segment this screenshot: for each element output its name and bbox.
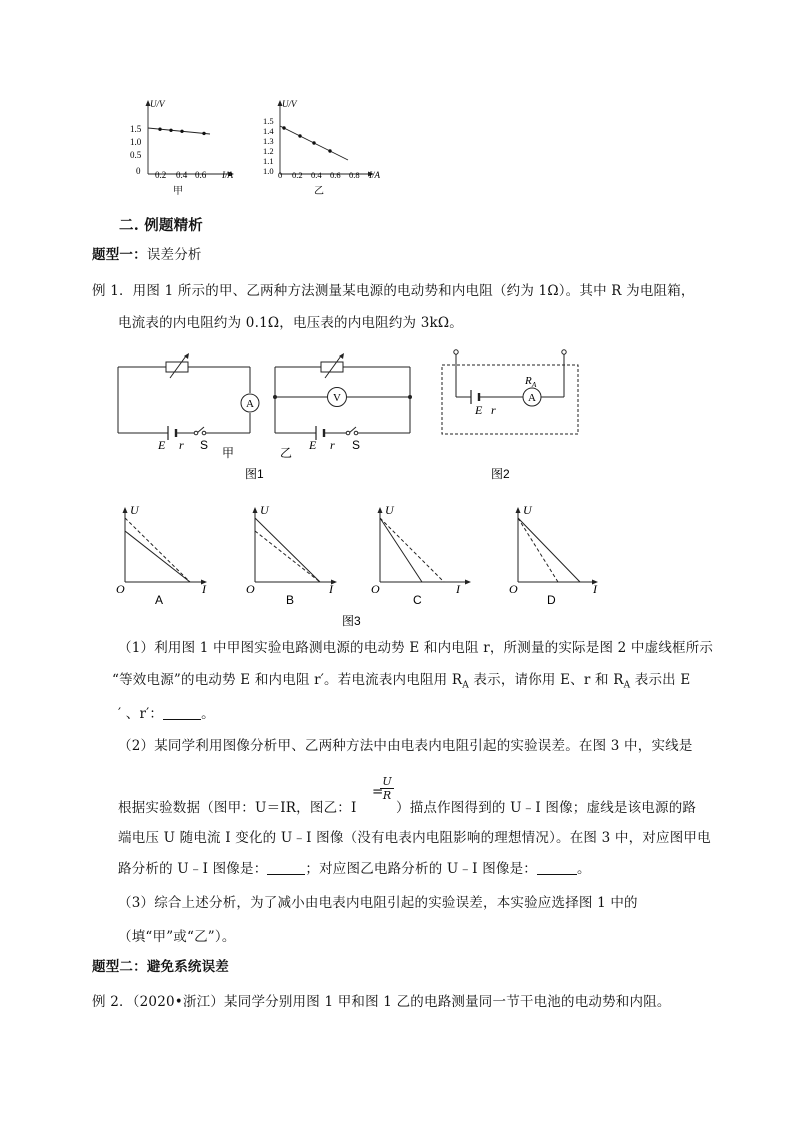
type1-heading [92,245,202,265]
yi-xtick: 0.8 [349,170,360,180]
fig1-yi-label: 乙 [280,446,293,460]
yi-ytick: 1.1 [263,156,274,166]
fig1-ammeter-letter: A [246,398,254,410]
q2-line1: （2）某同学利用图像分析甲、乙两种方法中由电表内电阻引起的实验误差。在图 3 中，实线是 [118,738,693,754]
fig3-graph-D [509,503,598,607]
jia-xtick: 0.2 [155,170,167,180]
svg-text:I: I [593,582,597,596]
q3-line2: （填“甲”或“乙”）。 [118,929,236,945]
fig3-option-A: A [155,593,164,607]
svg-text:U: U [130,503,139,517]
fig2-r: r [491,403,496,417]
q1-line2: “等效电源”的电动势 E 和内电阻 r′。若电流表内电阻用 $R_A$ 表示，请你用 E、r 和 $R_A$ 表示出 E [112,672,691,691]
svg-text:O: O [116,582,125,596]
fig3-option-C: C [413,593,422,607]
fig3-caption: 图3 [342,614,361,628]
q1-answer-blank[interactable] [163,705,201,720]
yi-ylabel: U/V [282,99,297,109]
jia-xtick: 0.6 [195,170,207,180]
q1-line3: ′ 、r′： 。 [118,706,215,722]
q2-line2b: ）描点作图得到的 U﹣I 图像；虚线是该电源的路 [396,800,697,816]
svg-text:U: U [260,503,269,517]
fig1-yi-E: E [309,438,317,452]
fig1-jia-label: 甲 [222,446,235,460]
fig1-voltmeter-letter: V [333,392,341,404]
yi-xtick: 0.6 [330,170,341,180]
type2-heading [92,957,229,977]
fig3-graph-A [116,503,207,607]
q2-answer-blank-jia[interactable] [267,860,305,875]
top-graph-yi [258,96,388,201]
example1-line2: 电流表的内电阻约为 0.1Ω，电压表的内电阻约为 3kΩ。 [118,315,464,331]
q2-line2a: 根据实验数据（图甲：U＝IR，图乙：I [118,800,357,816]
top-graph-jia [120,96,250,201]
jia-ylabel: U/V [150,99,165,109]
fig1-jia-S: S [200,438,209,452]
type2-title: 避免系统误差 [146,959,230,975]
jia-ytick: 0.5 [130,150,142,160]
svg-text:I: I [202,582,206,596]
type1-label: 题型一： [92,247,147,263]
svg-text:I: I [456,582,460,596]
type2-label: 题型二： [92,959,147,975]
section-title: 二. 例题精析 [119,217,203,234]
svg-text:O: O [509,582,518,596]
yi-xtick: 0.4 [311,170,322,180]
yi-ytick: 1.2 [263,146,274,156]
yi-ytick: 1.3 [263,136,274,146]
yi-xtick: 0 [278,170,283,180]
yi-xtick: 0.2 [292,170,303,180]
svg-text:U: U [523,503,532,517]
fig2-ammeter-letter: A [528,392,536,404]
fig3-graph-C [371,503,471,607]
q2-fraction-num: U [382,775,392,788]
fig1-caption: 图1 [245,467,264,481]
jia-caption: 甲 [173,186,183,197]
jia-ytick: 1.5 [130,124,142,134]
q2-answer-blank-yi[interactable] [537,860,577,875]
q3-line1: （3）综合上述分析，为了减小由电表内电阻引起的实验误差，本实验应选择图 1 中的 [118,895,638,911]
figure-3 [110,500,610,630]
type1-title: 误差分析 [146,247,202,263]
fig1-jia-r: r [179,438,184,452]
fig1-yi-S: S [352,438,361,452]
fig1-jia-E: E [158,438,166,452]
yi-ytick: 1.0 [263,166,274,176]
jia-ytick: 1.0 [130,137,142,147]
fig3-option-D: D [547,593,556,607]
fig1-yi-r: r [330,438,335,452]
jia-origin: 0 [136,166,141,176]
jia-xtick: 0.4 [176,170,188,180]
q1-line1: （1）利用图 1 中甲图实验电路测电源的电动势 E 和内电阻 r，所测量的实际是图 2 中虚线框所示 [118,640,714,656]
example1-line1: 例 1．用图 1 所示的甲、乙两种方法测量某电源的电动势和内电阻（约为 1Ω）。其中 R 为电阻箱， [92,283,695,299]
fig2-E: E [475,403,483,417]
q2-equals: = [372,784,384,800]
fig2-RA: $R_A$ [525,375,537,389]
svg-text:I: I [329,582,333,596]
yi-ytick: 1.5 [263,116,274,126]
fig3-option-B: B [286,593,295,607]
yi-caption: 乙 [314,186,324,197]
svg-text:O: O [371,582,380,596]
yi-xlabel: I/A [369,170,380,180]
q2-fraction-den: R [380,788,394,802]
figure-1-2 [100,345,600,485]
q2-line3: 端电压 U 随电流 I 变化的 U﹣I 图像（没有电表内电阻影响的理想情况）。在图 3 中，对应图甲电 [118,830,711,846]
svg-text:O: O [246,582,255,596]
jia-xlabel: I/A [222,170,233,180]
example2-line1: 例 2．（2020•浙江）某同学分别用图 1 甲和图 1 乙的电路测量同一节干电池的电动势和内阻。 [92,994,671,1010]
yi-ytick: 1.4 [263,126,274,136]
fig3-graph-B [246,503,337,607]
q2-line4: 路分析的 U﹣I 图像是： ；对应图乙电路分析的 U﹣I 图像是： 。 [118,861,591,877]
fig2-caption: 图2 [491,467,510,481]
svg-text:U: U [385,503,394,517]
